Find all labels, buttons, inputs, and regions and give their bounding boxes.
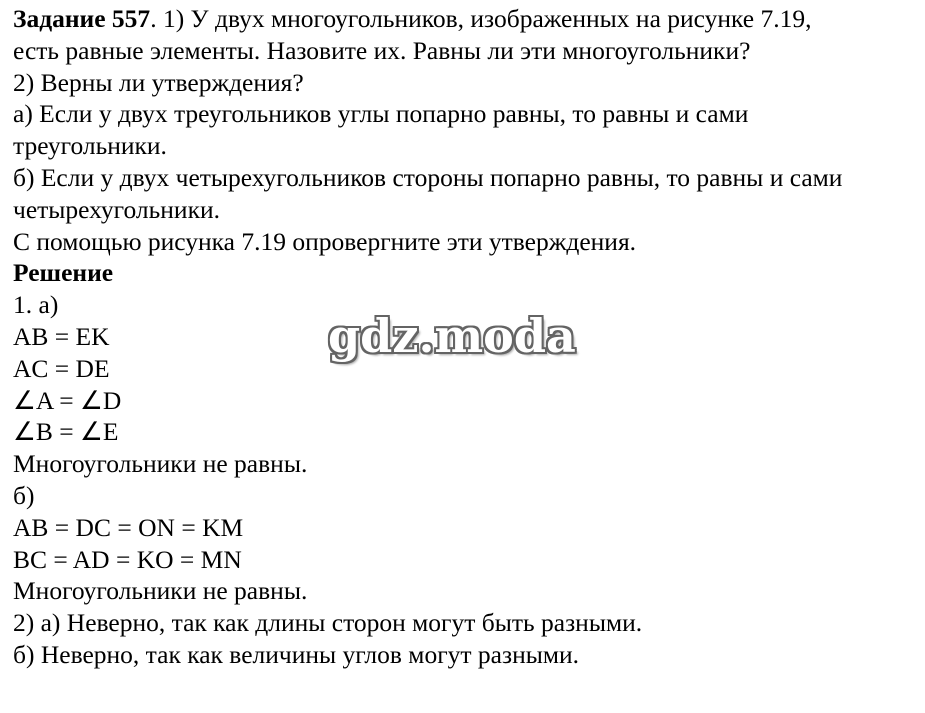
solution-line: AC = DE [13, 353, 110, 383]
document-body [13, 3, 918, 671]
task-text-line: четырехугольники. [13, 194, 220, 224]
task-text-line: С помощью рисунка 7.19 опровергните эти утверждения. [13, 226, 637, 256]
task-text-line: б) Если у двух четырехугольников стороны попарно равны, то равны и сами [13, 162, 843, 192]
task-text-line: а) Если у двух треугольников углы попарно равны, то равны и сами [13, 99, 749, 129]
task-label: Задание 557 [13, 4, 151, 33]
watermark-logo: gdz.moda [328, 309, 576, 363]
solution-line: ∠A = ∠D [13, 385, 122, 415]
solution-line: б) [13, 480, 35, 510]
task-text-line: . 1) У двух многоугольников, изображенных на рисунке 7.19, [150, 4, 812, 33]
solution-line: AB = EK [13, 321, 110, 351]
task-text-line: треугольники. [13, 131, 167, 161]
task-text-line: есть равные элементы. Назовите их. Равны ли эти многоугольники? [13, 35, 751, 65]
solution-line: Многоугольники не равны. [13, 449, 308, 479]
solution-line: ∠B = ∠E [13, 417, 119, 447]
solution-line: 1. а) [13, 290, 59, 320]
solution-heading: Решение [13, 258, 114, 288]
solution-line: Многоугольники не равны. [13, 576, 308, 606]
solution-line: б) Неверно, так как величины углов могут разными. [13, 639, 580, 669]
solution-line: BC = AD = KO = MN [13, 544, 242, 574]
task-text-line: 2) Верны ли утверждения? [13, 67, 304, 97]
task-first-line [13, 3, 918, 35]
solution-line: 2) а) Неверно, так как длины сторон могут быть разными. [13, 608, 643, 638]
solution-line: AB = DC = ON = KM [13, 512, 244, 542]
